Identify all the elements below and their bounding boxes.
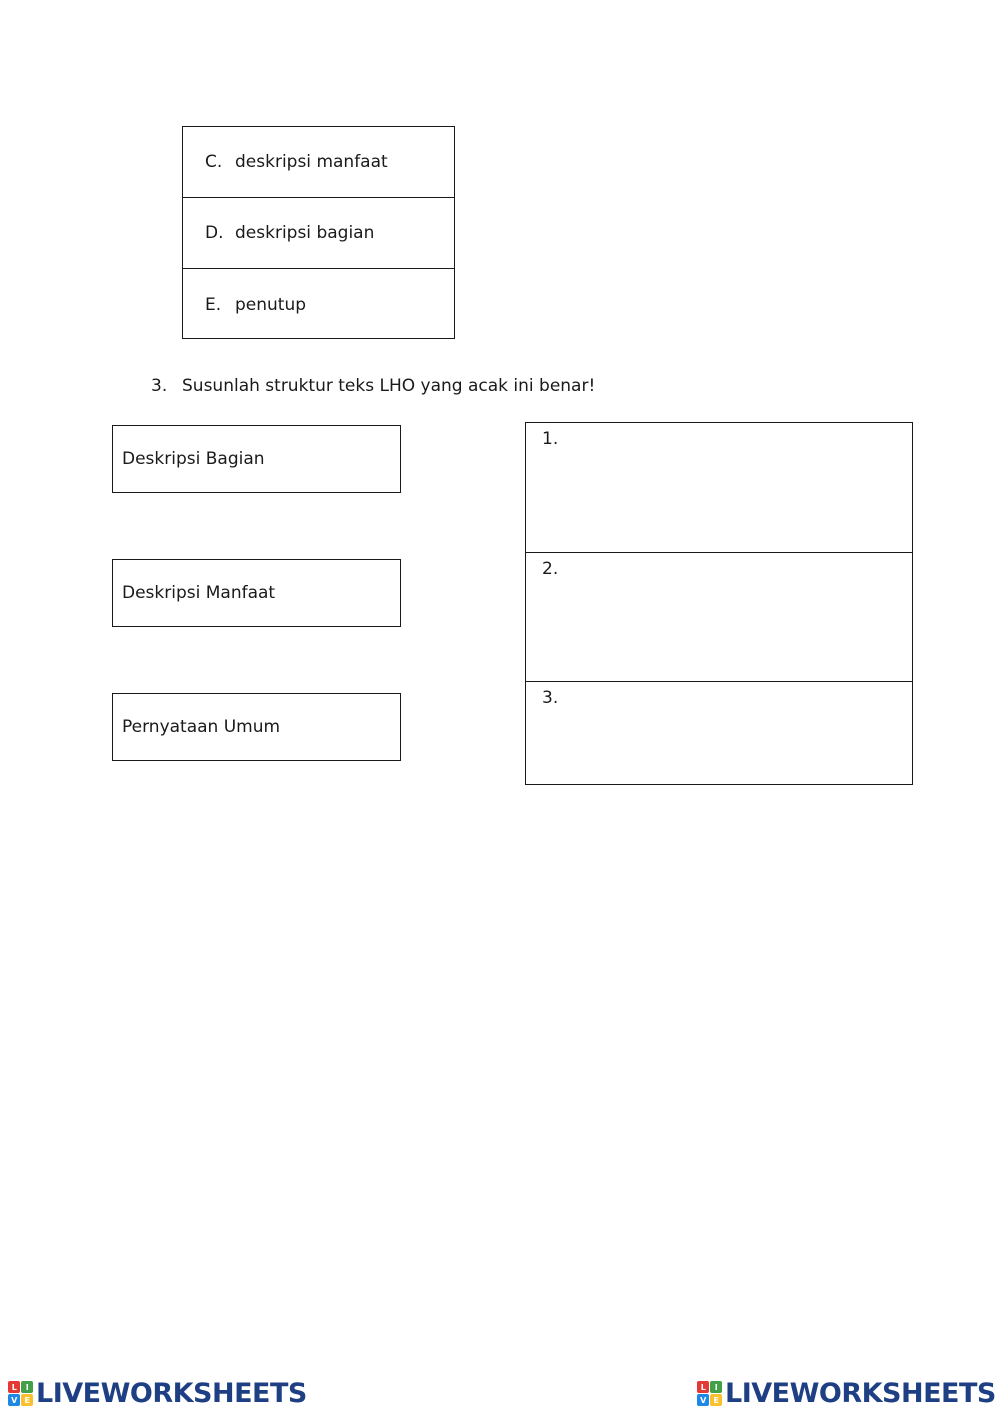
question-number: 3.: [151, 376, 168, 396]
option-text: deskripsi bagian: [235, 223, 375, 243]
logo-letter: L: [697, 1381, 709, 1393]
card-label: Pernyataan Umum: [122, 717, 281, 737]
logo-letter: I: [21, 1381, 33, 1393]
option-letter: C.: [205, 152, 223, 172]
liveworksheets-icon: [8, 1381, 33, 1406]
option-text: penutup: [235, 294, 307, 315]
logo-letter: L: [8, 1381, 20, 1393]
option-row-d: [183, 198, 454, 269]
logo-letter: V: [697, 1394, 709, 1406]
option-row-c: [183, 127, 454, 198]
options-table: [182, 126, 455, 339]
option-text: deskripsi manfaat: [235, 152, 388, 172]
brand-text: LIVEWORKSHEETS: [725, 1378, 996, 1409]
drag-card-deskripsi-manfaat[interactable]: [112, 559, 401, 627]
logo-letter: I: [710, 1381, 722, 1393]
drag-card-pernyataan-umum[interactable]: [112, 693, 401, 761]
logo-letter: E: [21, 1394, 33, 1406]
drop-zone-1[interactable]: [526, 423, 912, 553]
drop-zone-2[interactable]: [526, 553, 912, 682]
answer-number: 3.: [542, 688, 559, 708]
liveworksheets-logo-right: [697, 1378, 996, 1409]
logo-letter: E: [710, 1394, 722, 1406]
brand-text: LIVEWORKSHEETS: [36, 1378, 307, 1409]
option-letter: D.: [205, 223, 224, 243]
option-letter: E.: [205, 294, 222, 315]
drag-card-deskripsi-bagian[interactable]: [112, 425, 401, 493]
liveworksheets-icon: [697, 1381, 722, 1406]
answer-number: 1.: [542, 429, 559, 449]
card-label: Deskripsi Manfaat: [122, 583, 276, 603]
logo-letter: V: [8, 1394, 20, 1406]
question-text: Susunlah struktur teks LHO yang acak ini benar!: [182, 376, 596, 396]
drop-zone-3[interactable]: [526, 682, 912, 784]
card-label: Deskripsi Bagian: [122, 449, 265, 469]
answer-table: [525, 422, 913, 785]
question-3: [151, 376, 595, 396]
answer-number: 2.: [542, 559, 559, 579]
liveworksheets-logo-left: [8, 1378, 307, 1409]
option-row-e: [183, 269, 454, 340]
